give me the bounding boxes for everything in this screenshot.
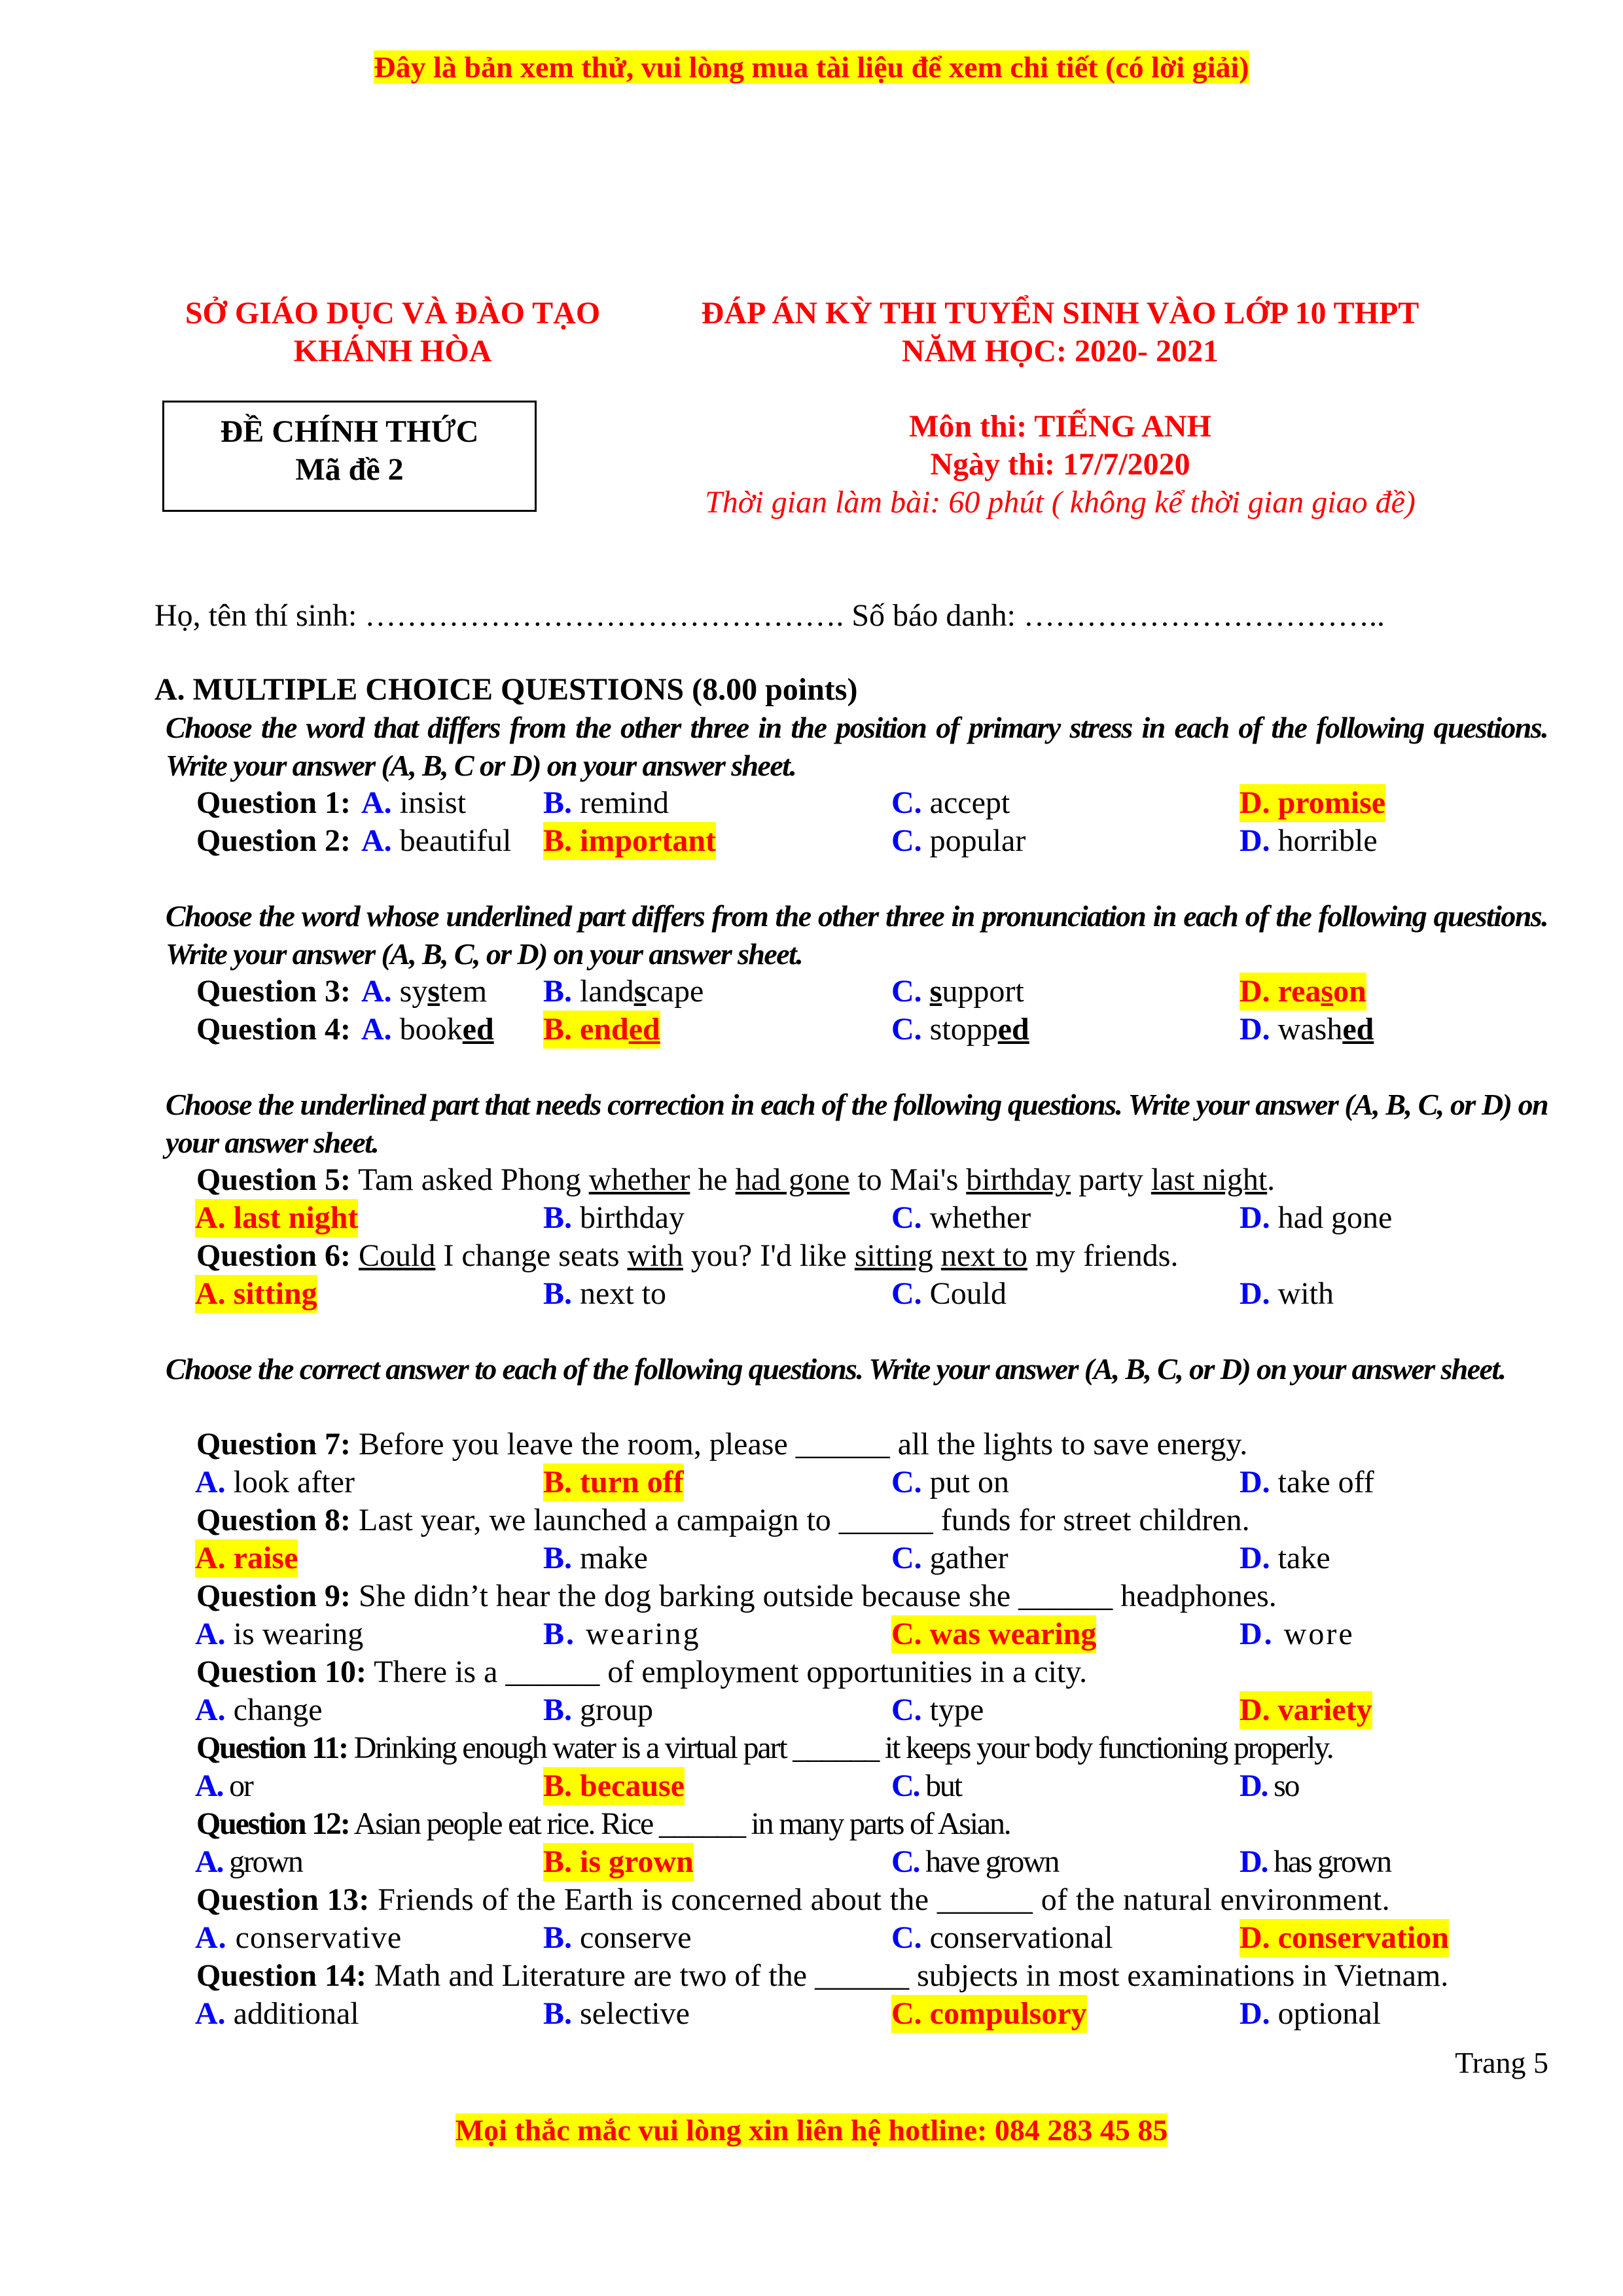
q9-answer-c: C. was wearing	[891, 1615, 1096, 1653]
q12-option-d: D. has grown	[1240, 1844, 1391, 1879]
q11-option-d: D. so	[1240, 1768, 1299, 1803]
q1-option-c: C. accept	[891, 785, 1010, 820]
q4-option-a: A. booked	[361, 1012, 494, 1047]
q7-option-a: A. look after	[195, 1465, 355, 1499]
question-8: Question 8: Last year, we launched a campaign to ______ funds for street children.	[196, 1503, 1250, 1537]
q12-option-a: A. grown	[195, 1844, 302, 1879]
q11-answer-b: B. because	[543, 1767, 685, 1805]
q6-option-c: C. Could	[891, 1276, 1007, 1311]
q2-option-d: D. horrible	[1240, 823, 1378, 858]
q13-option-a: A. conservative	[195, 1920, 402, 1955]
exam-title: ĐÁP ÁN KỲ THI TUYỂN SINH VÀO LỚP 10 THPT	[701, 296, 1419, 331]
q8-option-c: C. gather	[891, 1541, 1008, 1575]
q8-option-d: D. take	[1240, 1541, 1330, 1575]
exam-info	[654, 408, 1466, 522]
q8-answer-a: A. raise	[195, 1539, 298, 1577]
q5-answer-a: A. last night	[195, 1199, 358, 1237]
q4-option-d: D. washed	[1240, 1012, 1374, 1047]
question-10: Question 10: There is a ______ of employment opportunities in a city.	[196, 1655, 1088, 1689]
q8-option-b: B. make	[543, 1541, 648, 1575]
q2-option-a: A. beautiful	[361, 823, 512, 858]
q2-answer-b: B. important	[543, 822, 716, 860]
q3-option-c: C. support	[891, 974, 1024, 1009]
q9-option-a: A. is wearing	[195, 1617, 364, 1651]
q10-option-c: C. type	[891, 1693, 984, 1727]
q4-option-c: C. stopped	[891, 1012, 1029, 1047]
q14-answer-c: C. compulsory	[891, 1995, 1087, 2033]
official-label: ĐỀ CHÍNH THỨC	[220, 414, 479, 449]
question-3	[196, 973, 351, 1011]
q13-option-b: B. conserve	[543, 1920, 692, 1955]
q10-option-b: B. group	[543, 1693, 653, 1727]
question-6: Question 6: Could I change seats with you? I'd like sitting next to my friends.	[196, 1238, 1179, 1273]
hotline-notice: Mọi thắc mắc vui lòng xin liên hệ hotline: 084 283 45 85	[455, 2113, 1168, 2147]
page-number: Trang 5	[1455, 2046, 1548, 2079]
exam-header	[654, 295, 1466, 370]
question-4	[196, 1011, 351, 1049]
instruction-correct-answer: Choose the correct answer to each of the following questions. Write your answer (A, B, C, or D) on your answer sheet.	[166, 1352, 1506, 1386]
q14-option-a: A. additional	[195, 1996, 359, 2031]
question-label: Question 2:	[196, 823, 351, 858]
q1-answer-d: D. promise	[1240, 784, 1385, 822]
subject-line: Môn thi: TIẾNG ANH	[909, 409, 1211, 444]
exam-code: Mã đề 2	[295, 452, 404, 487]
question-label: Question 3:	[196, 974, 351, 1009]
instruction-pronunciation: Choose the word whose underlined part differs from the other three in pronunciation in each of the following questions. Write your answer (A, B, C, or D) on your answer sheet.	[166, 899, 1548, 971]
question-9: Question 9: She didn’t hear the dog barking outside because she ______ headphones.	[196, 1579, 1277, 1613]
q3-answer-d: D. reason	[1240, 973, 1366, 1011]
q4-answer-b: B. ended	[543, 1011, 660, 1049]
q11-option-c: C. but	[891, 1768, 961, 1803]
question-1	[196, 784, 351, 822]
exam-duration: Thời gian làm bài: 60 phút ( không kể thời gian giao đề)	[705, 485, 1416, 520]
q7-option-c: C. put on	[891, 1465, 1010, 1499]
q10-option-a: A. change	[195, 1693, 323, 1727]
q3-option-b: B. landscape	[543, 974, 704, 1009]
q3-option-a: A. system	[361, 974, 488, 1009]
q14-option-b: B. selective	[543, 1996, 690, 2031]
preview-notice: Đây là bản xem thử, vui lòng mua tài liệu để xem chi tiết (có lời giải)	[374, 50, 1249, 84]
q12-option-c: C. have grown	[891, 1844, 1059, 1879]
question-label: Question 1:	[196, 785, 351, 820]
department-name: SỞ GIÁO DỤC VÀ ĐÀO TẠO	[185, 296, 601, 331]
q6-option-b: B. next to	[543, 1276, 666, 1311]
q7-answer-b: B. turn off	[543, 1463, 684, 1501]
q5-option-c: C. whether	[891, 1200, 1031, 1235]
instruction-stress: Choose the word that differs from the other three in the position of primary stress in each of the following questions. Write your answer (A, B, C or D) on your answer sheet.	[166, 711, 1548, 782]
instruction-correction: Choose the underlined part that needs correction in each of the following questions. Write your answer (A, B, C, or D) on your answer sheet.	[166, 1088, 1548, 1159]
q1-option-a: A. insist	[361, 785, 467, 820]
question-5: Question 5: Tam asked Phong whether he had gone to Mai's birthday party last night.	[196, 1162, 1275, 1197]
section-title: A. MULTIPLE CHOICE QUESTIONS (8.00 points)	[154, 672, 858, 707]
q14-option-d: D. optional	[1240, 1996, 1381, 2031]
province-name: KHÁNH HÒA	[293, 334, 492, 368]
q5-option-b: B. birthday	[543, 1200, 685, 1235]
q13-option-c: C. conservational	[891, 1920, 1113, 1955]
candidate-info-line: Họ, tên thí sinh: ………………………………………. Số báo danh: ……………………………..	[154, 598, 1385, 633]
official-exam-box	[162, 401, 537, 512]
q9-option-b: B. wearing	[543, 1617, 701, 1651]
q2-option-c: C. popular	[891, 823, 1026, 858]
question-label: Question 4:	[196, 1012, 351, 1047]
question-2	[196, 822, 351, 860]
department-header	[157, 295, 628, 370]
q6-answer-a: A. sitting	[195, 1275, 317, 1313]
q9-option-d: D. wore	[1240, 1617, 1355, 1651]
q1-option-b: B. remind	[543, 785, 669, 820]
q10-answer-d: D. variety	[1240, 1691, 1372, 1729]
q13-answer-d: D. conservation	[1240, 1919, 1449, 1957]
question-14: Question 14: Math and Literature are two of the ______ subjects in most examinations in Vietnam.	[196, 1958, 1449, 1993]
question-13: Question 13: Friends of the Earth is concerned about the ______ of the natural environment.	[196, 1882, 1390, 1917]
question-7: Question 7: Before you leave the room, please ______ all the lights to save energy.	[196, 1427, 1248, 1462]
q6-option-d: D. with	[1240, 1276, 1334, 1311]
question-label: Question 6:	[196, 1238, 351, 1273]
q7-option-d: D. take off	[1240, 1465, 1374, 1499]
question-11: Question 11: Drinking enough water is a virtual part ______ it keeps your body functioning properly.	[196, 1731, 1333, 1765]
q12-answer-b: B. is grown	[543, 1843, 694, 1881]
q5-option-d: D. had gone	[1240, 1200, 1393, 1235]
school-year: NĂM HỌC: 2020- 2021	[902, 334, 1219, 368]
question-12: Question 12: Asian people eat rice. Rice ______ in many parts of Asian.	[196, 1806, 1010, 1841]
question-label: Question 5:	[196, 1162, 351, 1197]
exam-date: Ngày thi: 17/7/2020	[930, 447, 1190, 482]
q11-option-a: A. or	[195, 1768, 253, 1803]
